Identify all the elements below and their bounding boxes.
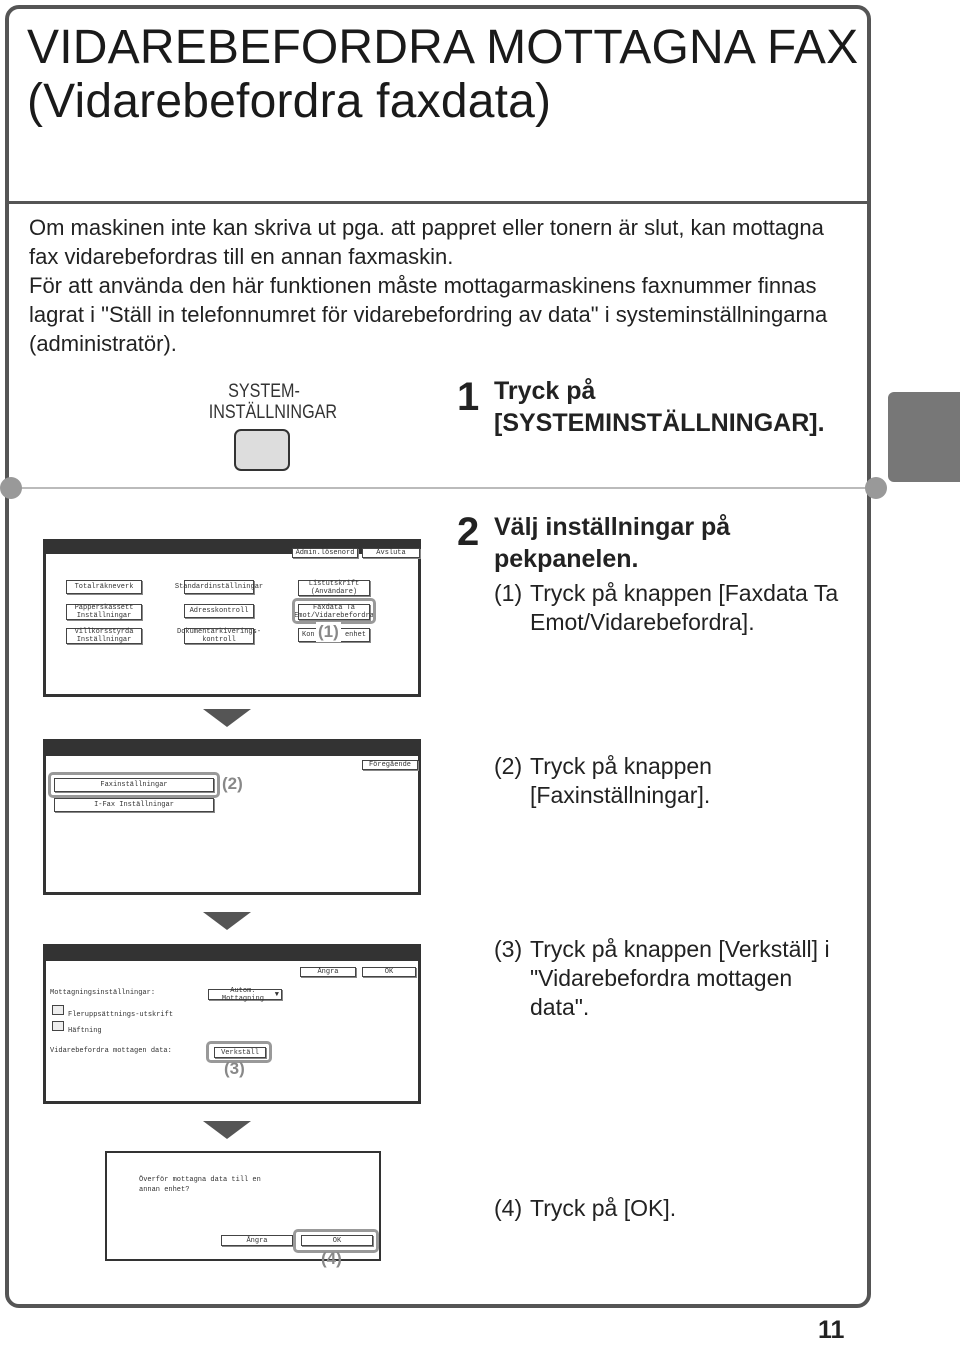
list-print-user-button[interactable]: Listutskrift (Användare) bbox=[298, 580, 370, 596]
intro-text bbox=[29, 213, 829, 358]
highlight-2 bbox=[48, 772, 220, 798]
confirm-message: Överför mottagna data till en annan enhet? bbox=[139, 1176, 261, 1194]
callout-2: (2) bbox=[222, 774, 243, 793]
ok-button-dialog[interactable]: OK bbox=[301, 1235, 373, 1246]
execute-button[interactable]: Verkställ bbox=[214, 1047, 266, 1058]
page-frame bbox=[5, 5, 871, 1308]
address-control-button[interactable]: Adresskontroll bbox=[184, 604, 254, 618]
cancel-button-dialog[interactable]: Ångra bbox=[221, 1235, 293, 1246]
highlight-1 bbox=[292, 598, 376, 624]
sub-step-1 bbox=[494, 579, 854, 637]
step-2-text: Välj inställningar på pekpanelen. bbox=[494, 513, 731, 573]
ifax-settings-button[interactable]: I-Fax Inställningar bbox=[54, 798, 214, 812]
ok-button-screen-3[interactable]: OK bbox=[362, 967, 416, 977]
receive-mode-select[interactable] bbox=[208, 986, 282, 1003]
sub-step-2-text: Tryck på knappen [Faxinställningar]. bbox=[530, 753, 712, 808]
divider-dot-right bbox=[865, 477, 887, 499]
sub-step-4-text: Tryck på [OK]. bbox=[530, 1195, 677, 1221]
callout-3: (3) bbox=[224, 1059, 245, 1078]
chapter-side-tab bbox=[888, 392, 960, 482]
intro-paragraph-2: För att använda den här funktionen måste mottagarmaskinens faxnummer finnas lagrat i "Ställ in telefonnumret för vidarebefordring av data" i systeminställningarna (administratör). bbox=[29, 273, 828, 356]
step-1-number: 1 bbox=[457, 375, 480, 419]
sub-step-4 bbox=[494, 1194, 854, 1223]
receive-settings-label: Mottagningsinställningar: bbox=[50, 989, 156, 997]
screen-3-titlebar bbox=[46, 947, 418, 961]
exit-button[interactable]: Avsluta bbox=[362, 548, 420, 558]
step-2-number: 2 bbox=[457, 510, 480, 554]
chevron-down-icon: ▼ bbox=[274, 990, 279, 999]
fax-settings-button[interactable]: Faxinställningar bbox=[54, 778, 214, 792]
sub-step-1-text: Tryck på knappen [Faxdata Ta Emot/Vidarebefordra]. bbox=[530, 580, 839, 635]
total-counter-button[interactable]: Totalräkneverk bbox=[66, 580, 142, 594]
receive-mode-value: Autom. Mottagning bbox=[221, 986, 264, 1003]
screen-fax-settings-menu bbox=[43, 739, 421, 895]
conditional-settings-button[interactable]: Villkorsstyrda Inställningar bbox=[66, 628, 142, 644]
fax-data-receive-forward-button[interactable]: Faxdata Ta Emot/Vidarebefordra bbox=[294, 604, 374, 620]
step-1-text: Tryck på [SYSTEMINSTÄLLNINGAR]. bbox=[494, 377, 825, 437]
stapling-label: Häftning bbox=[68, 1027, 102, 1035]
sub-step-2-number: (2) bbox=[494, 753, 523, 779]
admin-password-button[interactable]: Admin.lösenord bbox=[292, 548, 358, 558]
default-settings-button[interactable]: Standardinställningar bbox=[184, 580, 254, 594]
system-settings-key-label: SYSTEM- INSTÄLLNINGAR bbox=[208, 381, 338, 423]
forward-received-data-label: Vidarebefordra mottagen data: bbox=[50, 1047, 172, 1055]
screen-2-titlebar bbox=[46, 742, 418, 756]
screen-confirm-dialog bbox=[105, 1151, 381, 1268]
sub-step-3-number: (3) bbox=[494, 936, 523, 962]
sub-step-3-text: Tryck på knappen [Verkställ] i "Vidarebefordra mottagen data". bbox=[530, 936, 830, 1020]
section-divider bbox=[9, 487, 875, 489]
cancel-button-screen-3[interactable]: Ångra bbox=[300, 967, 356, 977]
sub-step-1-number: (1) bbox=[494, 580, 523, 606]
screen-system-settings bbox=[43, 539, 421, 697]
previous-button[interactable]: Föregående bbox=[362, 760, 418, 770]
callout-1: (1) bbox=[318, 622, 339, 641]
sub-step-3 bbox=[494, 935, 854, 1022]
intro-paragraph-1: Om maskinen inte kan skriva ut pga. att pappret eller tonern är slut, kan mottagna fax vidarebefordras till en annan faxmaskin. bbox=[29, 215, 824, 269]
divider-dot-left bbox=[0, 477, 22, 499]
arrow-down-1 bbox=[203, 709, 251, 727]
arrow-down-3 bbox=[203, 1121, 251, 1139]
system-settings-key[interactable] bbox=[234, 429, 290, 471]
callout-4: (4) bbox=[321, 1249, 342, 1268]
title-box bbox=[9, 9, 867, 204]
stapling-checkbox[interactable] bbox=[52, 1021, 64, 1031]
partial-button-right: enhet bbox=[344, 631, 366, 639]
page-number: 11 bbox=[818, 1316, 845, 1344]
multi-set-print-checkbox[interactable] bbox=[52, 1005, 64, 1015]
partial-button-left: Kon bbox=[302, 631, 315, 639]
multi-set-print-label: Fleruppsättnings-utskrift bbox=[68, 1011, 174, 1019]
page-title: VIDAREBEFORDRA MOTTAGNA FAX (Vidarebefordra faxdata) bbox=[27, 21, 859, 128]
screen-fax-forward-settings bbox=[43, 944, 421, 1104]
document-filing-control-button[interactable]: Dokumentarkiverings- kontroll bbox=[177, 628, 262, 644]
sub-step-4-number: (4) bbox=[494, 1195, 523, 1221]
arrow-down-2 bbox=[203, 912, 251, 930]
paper-tray-settings-button[interactable]: Papperskassett Inställningar bbox=[66, 604, 142, 620]
sub-step-2 bbox=[494, 752, 854, 810]
